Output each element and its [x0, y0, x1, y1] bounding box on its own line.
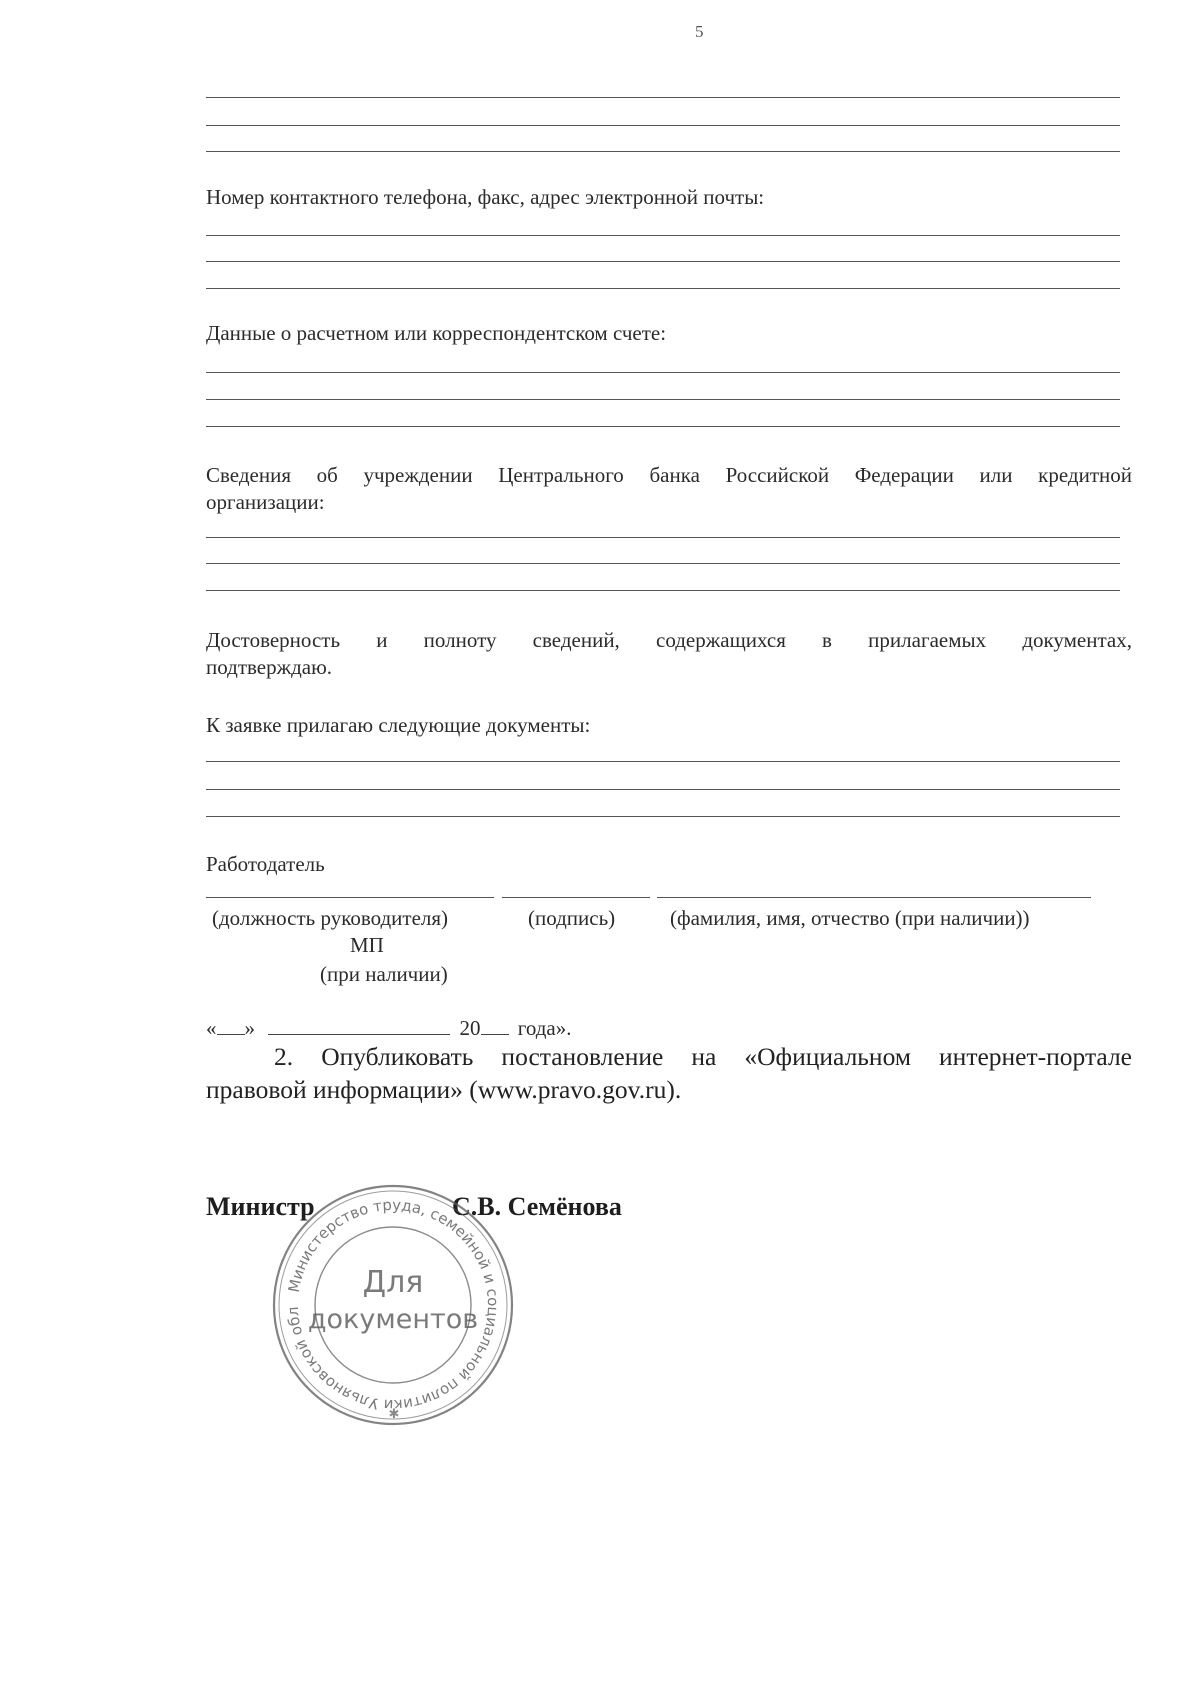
bank-label [206, 462, 1132, 516]
date-line [206, 1015, 572, 1041]
certification-statement [206, 627, 1132, 681]
blank-line [206, 288, 1120, 289]
stamp-seal [268, 1180, 518, 1430]
contact-label: Номер контактного телефона, факс, адрес электронной почты: [206, 185, 765, 209]
blank-line [206, 125, 1120, 126]
seal-note: (при наличии) [320, 962, 448, 986]
date-open-quote: « [206, 1016, 217, 1040]
attachments-label: К заявке прилагаю следующие документы: [206, 713, 591, 737]
position-line [206, 897, 494, 898]
blank-line [206, 151, 1120, 152]
page-number: 5 [695, 22, 704, 41]
publication-paragraph [206, 1040, 1132, 1106]
blank-line [206, 97, 1120, 98]
stamp-center-line1: Для [362, 1265, 424, 1300]
minister-name: С.В. Семёнова [452, 1192, 622, 1221]
name-line [657, 897, 1091, 898]
year-prefix: 20 [459, 1016, 481, 1040]
blank-line [206, 537, 1120, 538]
bank-label-line2: организации: [206, 490, 325, 514]
blank-line [206, 563, 1120, 564]
official-stamp [268, 1180, 518, 1430]
signature-caption: (подпись) [528, 906, 616, 930]
publication-line2: правовой информации» (www.pravo.gov.ru). [206, 1075, 682, 1104]
blank-line [206, 789, 1120, 790]
date-suffix: года». [517, 1016, 572, 1040]
position-caption: (должность руководителя) [212, 906, 449, 930]
blank-line [206, 261, 1120, 262]
month-blank [268, 1016, 450, 1035]
certification-line2: подтверждаю. [206, 655, 333, 679]
blank-line [206, 761, 1120, 762]
stamp-center-line2: документов [307, 1304, 479, 1335]
blank-line [206, 372, 1120, 373]
blank-line [206, 590, 1120, 591]
signature-line [502, 897, 650, 898]
blank-line [206, 399, 1120, 400]
stamp-star: ✱ [388, 1407, 400, 1422]
blank-line [206, 426, 1120, 427]
minister-title: Министр [206, 1192, 315, 1221]
publication-line1: 2. Опубликовать постановление на «Официальном интернет-портале [274, 1042, 1132, 1071]
stamp-ring-text: Министерство труда, семейной и социальной политики Ульяновской обл [283, 1195, 503, 1415]
certification-line1: Достоверность и полноту сведений, содержащихся в прилагаемых документах, [206, 628, 1132, 652]
day-blank [217, 1016, 245, 1035]
seal-label: МП [350, 933, 384, 957]
employer-label: Работодатель [206, 852, 325, 876]
blank-line [206, 816, 1120, 817]
date-close-quote: » [244, 1016, 255, 1040]
account-label: Данные о расчетном или корреспондентском счете: [206, 321, 667, 345]
name-caption: (фамилия, имя, отчество (при наличии)) [670, 906, 1030, 930]
blank-line [206, 235, 1120, 236]
year-blank [481, 1016, 509, 1035]
bank-label-line1: Сведения об учреждении Центрального банка Российской Федерации или кредитной [206, 463, 1132, 487]
